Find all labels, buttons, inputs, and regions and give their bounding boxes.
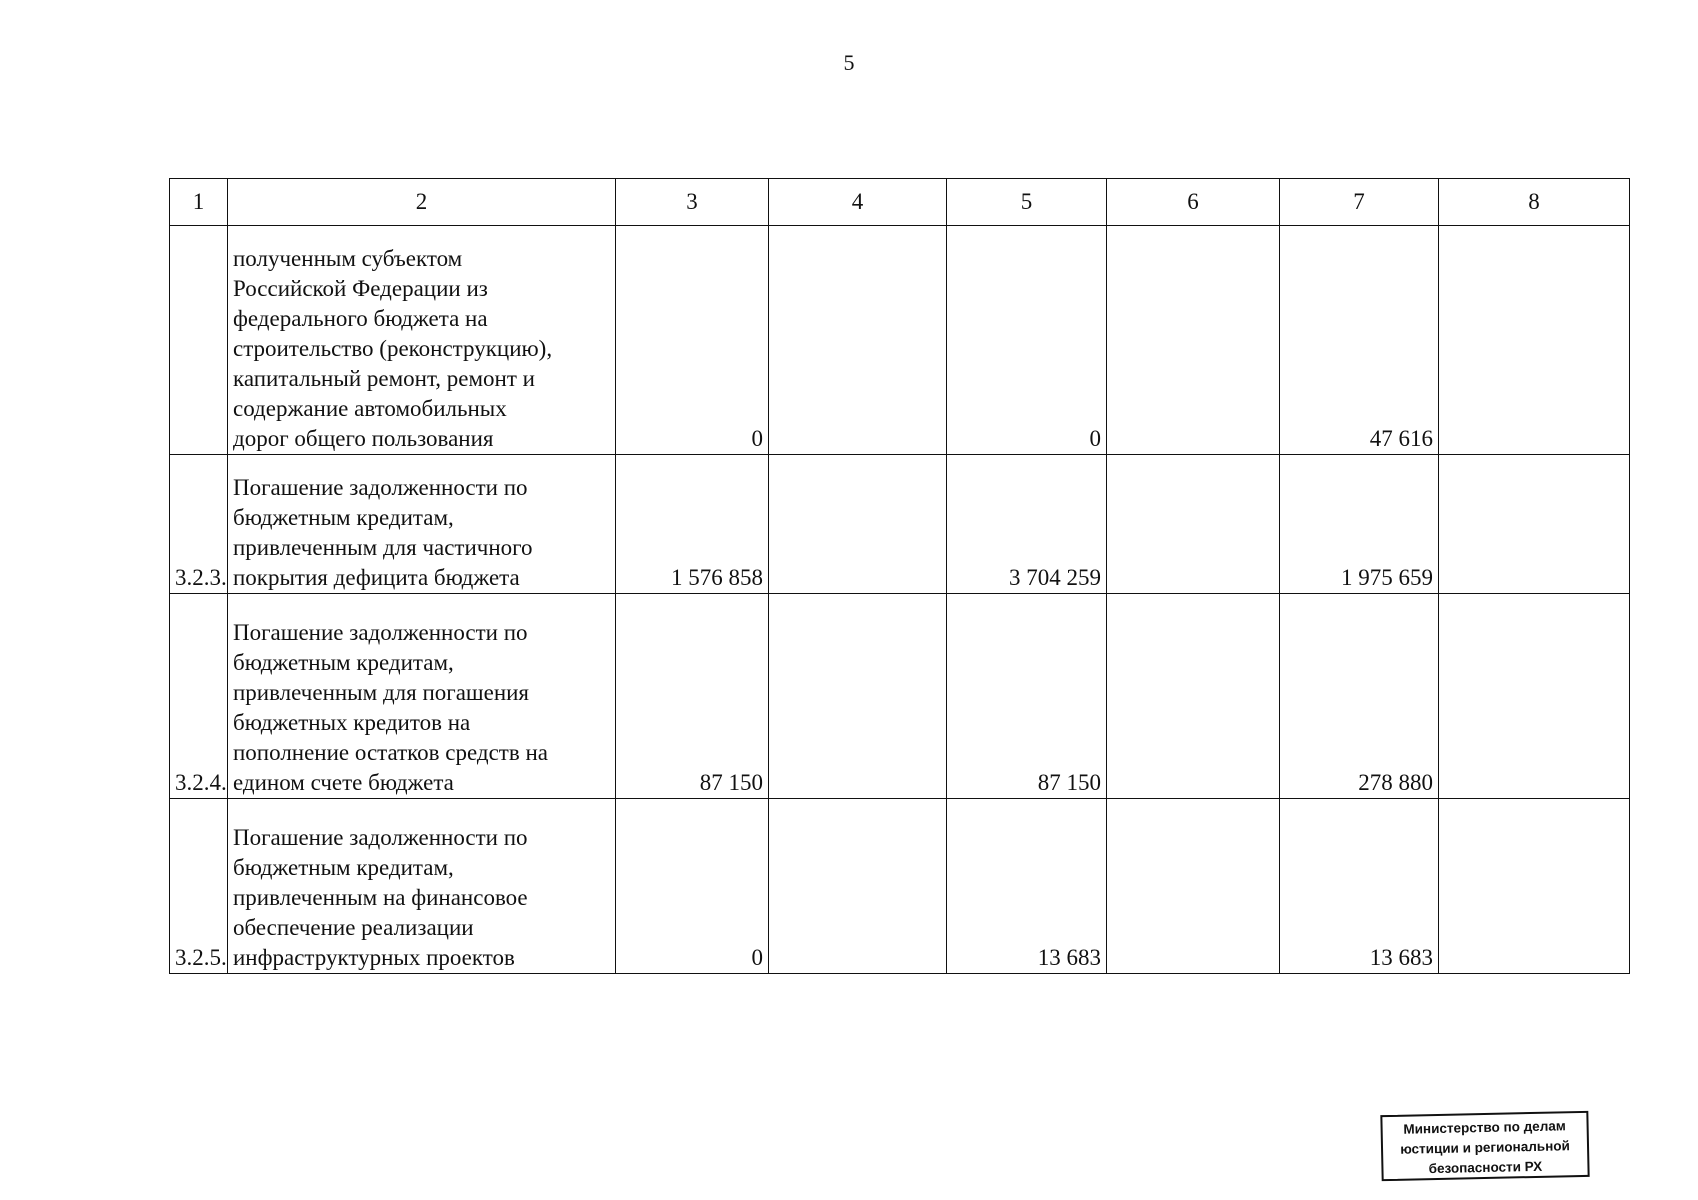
value-cell: 3 704 259: [947, 455, 1107, 594]
value-cell: 47 616: [1280, 226, 1439, 455]
description-line: обеспечение реализации: [233, 915, 474, 940]
column-header: 5: [947, 179, 1107, 226]
value-cell: 0: [616, 799, 769, 974]
row-description: [228, 594, 616, 799]
column-header: 6: [1107, 179, 1280, 226]
description-line: строительство (реконструкцию),: [233, 336, 553, 361]
column-header: 4: [769, 179, 947, 226]
description-line: едином счете бюджета: [233, 770, 454, 795]
row-number: [170, 226, 228, 455]
description-line: дорог общего пользования: [233, 426, 494, 451]
value-cell: 278 880: [1280, 594, 1439, 799]
value-cell: [1439, 226, 1630, 455]
description-line: пополнение остатков средств на: [233, 740, 548, 765]
description-line: содержание автомобильных: [233, 396, 507, 421]
value-cell: [1107, 799, 1280, 974]
table-row: [170, 226, 1630, 455]
column-header: 3: [616, 179, 769, 226]
value-cell: [769, 799, 947, 974]
value-cell: [769, 594, 947, 799]
description-line: бюджетным кредитам,: [233, 505, 454, 530]
description-line: бюджетным кредитам,: [233, 855, 454, 880]
description-line: покрытия дефицита бюджета: [233, 565, 520, 590]
value-cell: 0: [616, 226, 769, 455]
description-line: привлеченным для погашения: [233, 680, 530, 705]
value-cell: [1439, 455, 1630, 594]
column-header: 8: [1439, 179, 1630, 226]
value-cell: 1 975 659: [1280, 455, 1439, 594]
value-cell: [1439, 799, 1630, 974]
description-line: Погашение задолженности по: [233, 620, 528, 645]
column-header: 2: [228, 179, 616, 226]
table-row: [170, 594, 1630, 799]
description-line: капитальный ремонт, ремонт и: [233, 366, 535, 391]
value-cell: [1107, 226, 1280, 455]
page-number: 5: [843, 50, 855, 75]
row-number: 3.2.4.: [170, 594, 228, 799]
row-description: [228, 799, 616, 974]
description-line: бюджетным кредитам,: [233, 650, 454, 675]
stamp-line: безопасности РХ: [1428, 1158, 1543, 1177]
budget-table: [169, 178, 1630, 974]
value-cell: [1439, 594, 1630, 799]
description-line: бюджетных кредитов на: [233, 710, 471, 735]
table-row: [170, 455, 1630, 594]
ministry-stamp: [1380, 1111, 1589, 1181]
stamp-line: Министерство по делам: [1403, 1118, 1566, 1137]
row-number: 3.2.5.: [170, 799, 228, 974]
description-line: Погашение задолженности по: [233, 825, 528, 850]
row-description: [228, 226, 616, 455]
value-cell: [769, 455, 947, 594]
table-header-row: [170, 179, 1630, 226]
table-row: [170, 799, 1630, 974]
value-cell: 0: [947, 226, 1107, 455]
value-cell: [1107, 594, 1280, 799]
row-description: [228, 455, 616, 594]
value-cell: [1107, 455, 1280, 594]
column-header: 7: [1280, 179, 1439, 226]
description-line: Российской Федерации из: [233, 276, 488, 301]
value-cell: 13 683: [1280, 799, 1439, 974]
description-line: инфраструктурных проектов: [233, 945, 515, 970]
stamp-line: юстиции и региональной: [1400, 1138, 1570, 1157]
value-cell: 13 683: [947, 799, 1107, 974]
value-cell: [769, 226, 947, 455]
value-cell: 87 150: [947, 594, 1107, 799]
description-line: привлеченным на финансовое: [233, 885, 528, 910]
description-line: Погашение задолженности по: [233, 475, 528, 500]
value-cell: 87 150: [616, 594, 769, 799]
description-line: привлеченным для частичного: [233, 535, 533, 560]
description-line: федерального бюджета на: [233, 306, 488, 331]
row-number: 3.2.3.: [170, 455, 228, 594]
value-cell: 1 576 858: [616, 455, 769, 594]
column-header: 1: [170, 179, 228, 226]
description-line: полученным субъектом: [233, 246, 463, 271]
